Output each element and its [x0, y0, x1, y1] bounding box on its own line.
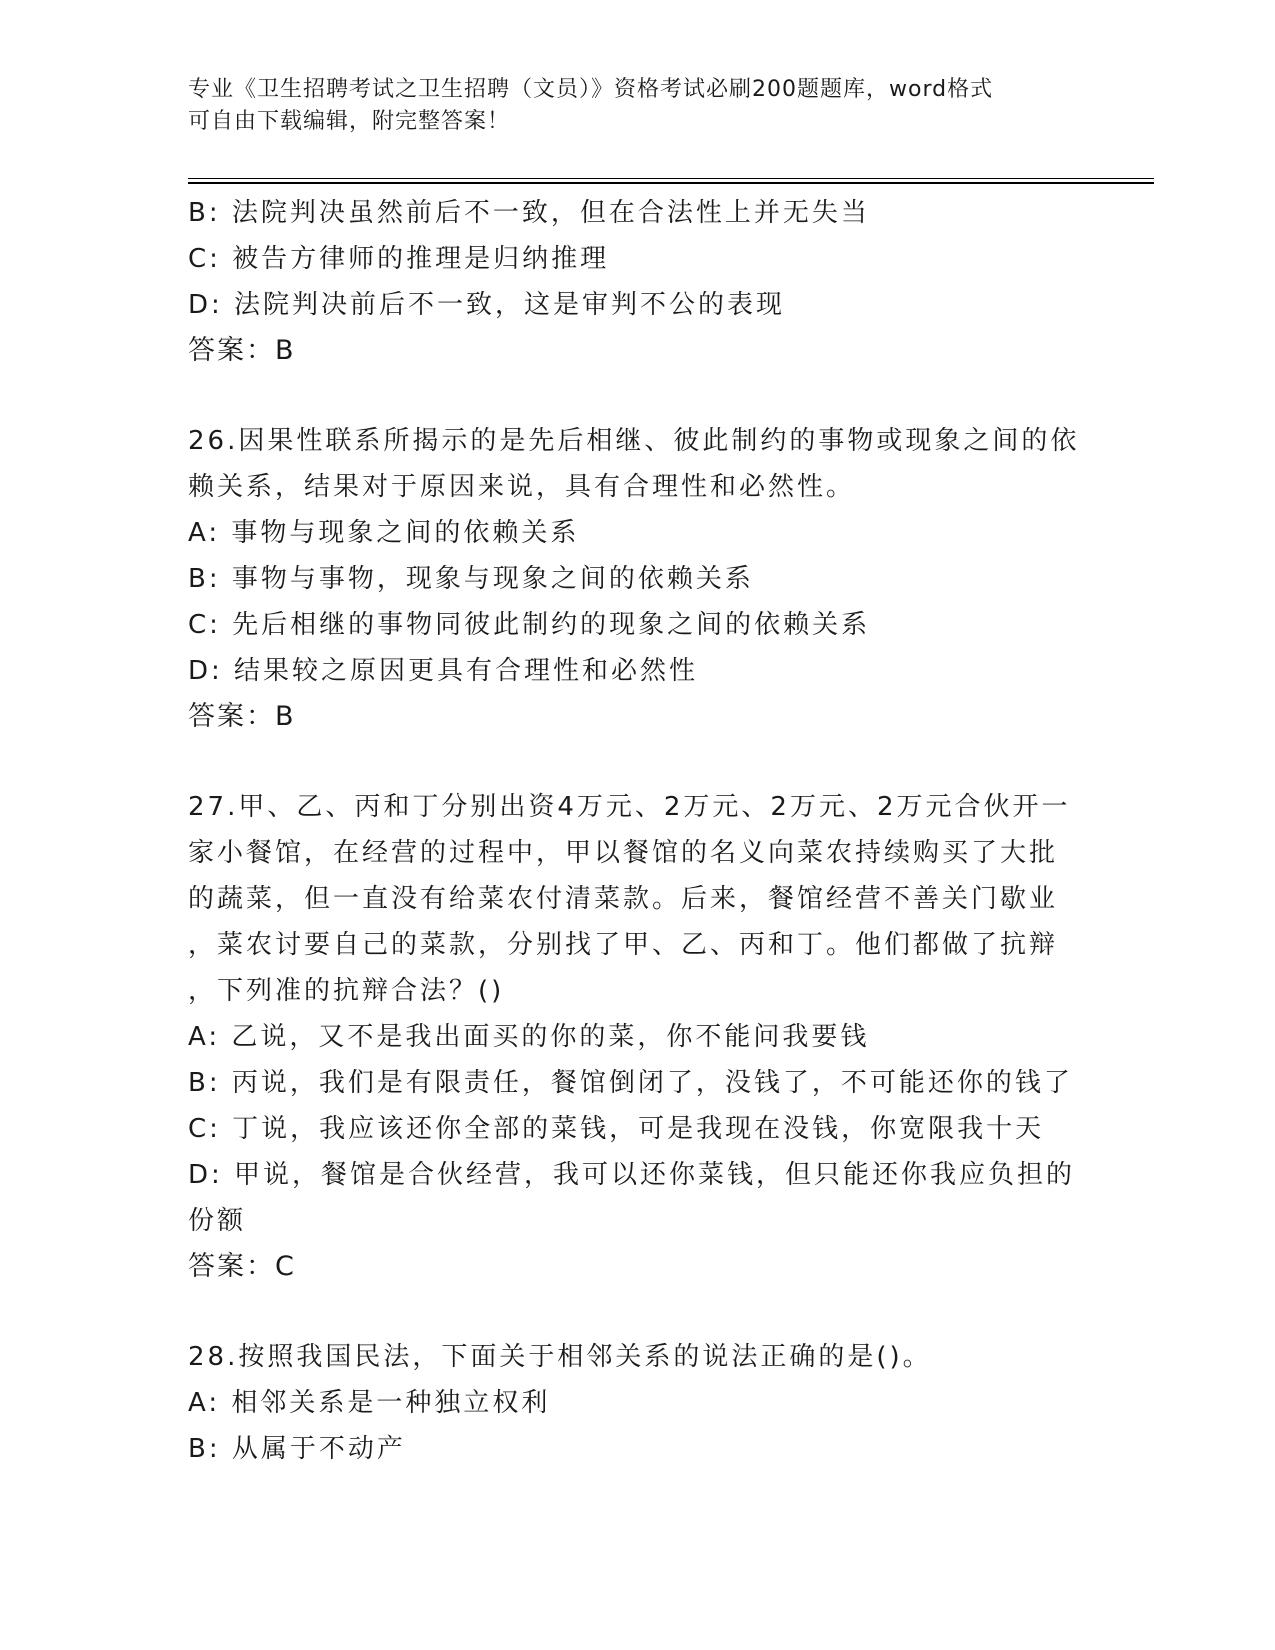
option-d: D: 结果较之原因更具有合理性和必然性 [188, 656, 699, 686]
option-c: C: 丁说，我应该还你全部的菜钱，可是我现在没钱，你宽限我十天 [188, 1114, 1045, 1144]
question-28 [188, 1334, 1088, 1472]
option-a: A: 事物与现象之间的依赖关系 [188, 518, 580, 548]
question-26 [188, 418, 1088, 740]
option-d: D: 甲说，餐馆是合伙经营，我可以还你菜钱，但只能还你我应负担的 [188, 1160, 1076, 1190]
question-stem: 27.甲、乙、丙和丁分别出资4万元、2万元、2万元、2万元合伙开一 [188, 792, 1071, 822]
option-a: A: 乙说，又不是我出面买的你的菜，你不能问我要钱 [188, 1022, 870, 1052]
question-27 [188, 784, 1088, 1290]
spacer [188, 374, 1088, 418]
option-c: C: 先后相继的事物同彼此制约的现象之间的依赖关系 [188, 610, 871, 640]
option-b: B: 事物与事物，现象与现象之间的依赖关系 [188, 564, 754, 594]
document-header [188, 74, 1068, 138]
option-a: A: 相邻关系是一种独立权利 [188, 1388, 551, 1418]
answer: 答案：C [188, 1251, 296, 1282]
question-stem: ，菜农讨要自己的菜款，分别找了甲、乙、丙和丁。他们都做了抗辩 [188, 930, 1059, 960]
header-line-1: 专业《卫生招聘考试之卫生招聘（文员）》资格考试必刷200题题库，word格式 [188, 77, 994, 102]
question-stem: 28.按照我国民法，下面关于相邻关系的说法正确的是()。 [188, 1342, 932, 1372]
question-25 [188, 190, 1088, 374]
option-b: B: 法院判决虽然前后不一致，但在合法性上并无失当 [188, 198, 870, 228]
spacer [188, 1290, 1088, 1334]
question-stem: 家小餐馆，在经营的过程中，甲以餐馆的名义向菜农持续购买了大批 [188, 838, 1059, 868]
answer: 答案：B [188, 701, 296, 732]
header-divider-thin [188, 178, 1154, 179]
option-d: D: 法院判决前后不一致，这是审判不公的表现 [188, 290, 786, 320]
option-b: B: 从属于不动产 [188, 1434, 406, 1464]
answer: 答案：B [188, 335, 296, 366]
header-line-2: 可自由下载编辑，附完整答案！ [188, 109, 511, 134]
question-stem: ，下列准的抗辩合法？() [188, 976, 505, 1006]
spacer [188, 740, 1088, 784]
document-body [188, 190, 1088, 1472]
option-d-continuation: 份额 [188, 1206, 247, 1236]
header-divider-thick [188, 182, 1154, 184]
question-stem: 的蔬菜，但一直没有给菜农付清菜款。后来，餐馆经营不善关门歇业 [188, 884, 1059, 914]
question-stem: 26.因果性联系所揭示的是先后相继、彼此制约的事物或现象之间的依 [188, 426, 1080, 456]
question-stem: 赖关系，结果对于原因来说，具有合理性和必然性。 [188, 472, 856, 502]
option-b: B: 丙说，我们是有限责任，餐馆倒闭了，没钱了，不可能还你的钱了 [188, 1068, 1073, 1098]
option-c: C: 被告方律师的推理是归纳推理 [188, 244, 610, 274]
